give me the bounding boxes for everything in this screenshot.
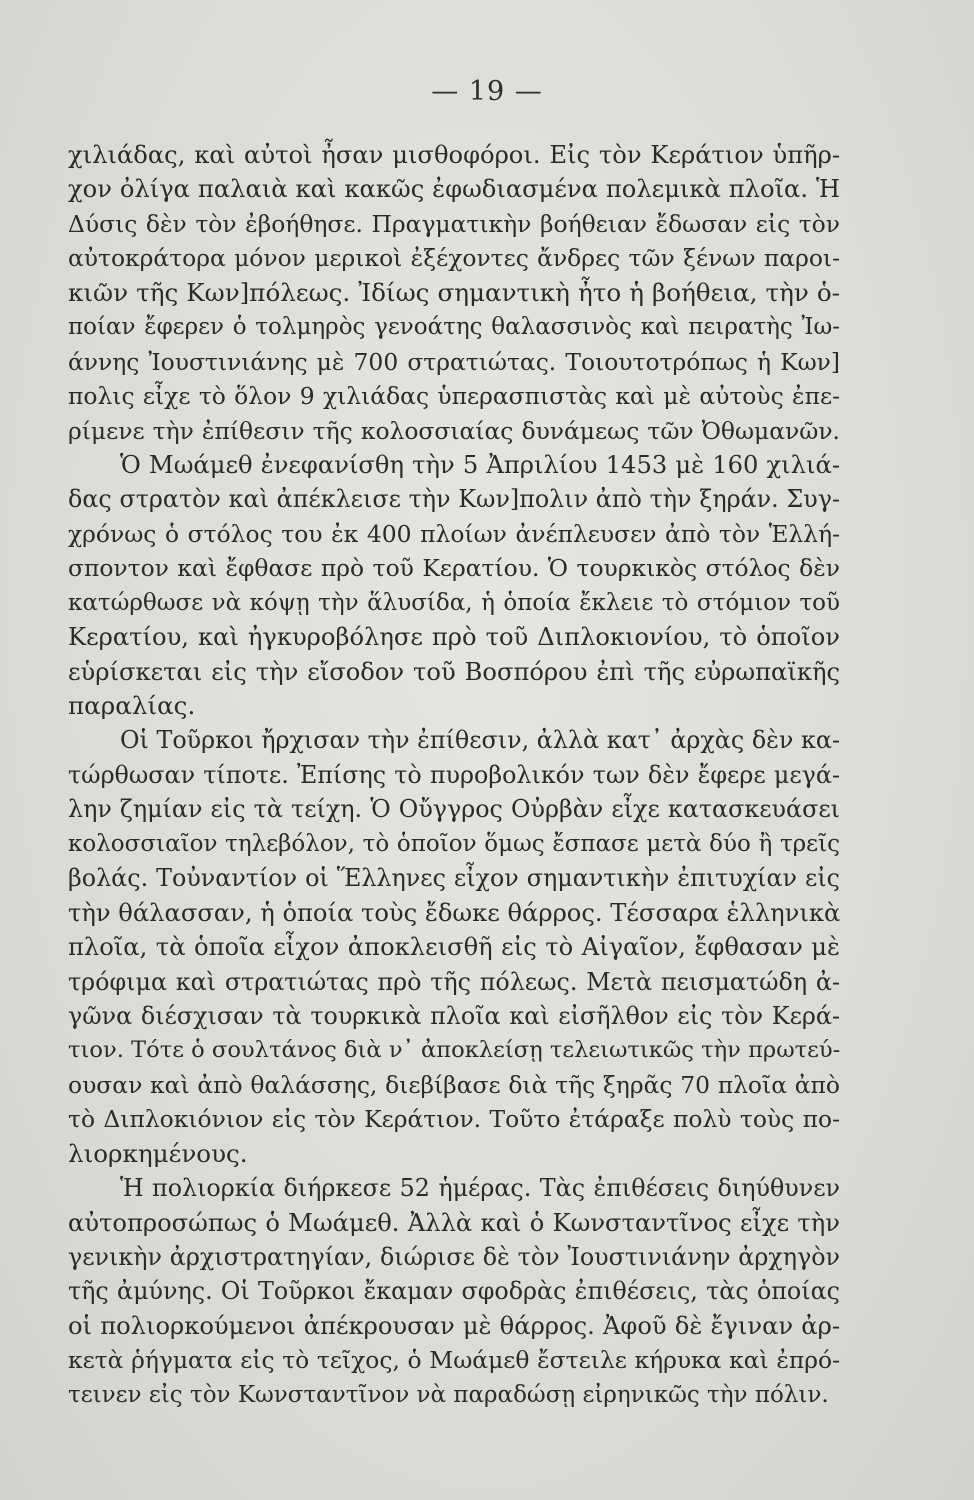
text-line: κιῶν τῆς Κων]πόλεως. Ἰδίως σημαντικὴ ἦτο ἡ βοήθεια, τὴν ὁ- <box>68 277 840 307</box>
text-line: Ὁ Μωάμεθ ἐνεφανίσθη τὴν 5 Ἀπριλίου 1453 μὲ 160 χιλιά- <box>120 450 840 479</box>
text-line: δας στρατὸν καὶ ἀπέκλεισε τὴν Κων]πολιν ἀπὸ τὴν ξηράν. Συγ- <box>68 485 840 514</box>
text-line: παραλίας. <box>68 691 196 720</box>
text-line: Οἱ Τοῦρκοι ἤρχισαν τὴν ἐπίθεσιν, ἀλλὰ κατ᾽ ἀρχὰς δὲν κα- <box>120 726 840 755</box>
text-line: ρίμενε τὴν ἐπίθεσιν τῆς κολοσσιαίας δυνάμεως τῶν Ὀθωμανῶν. <box>68 416 840 445</box>
text-line: Κερατίου, καὶ ἠγκυροβόλησε πρὸ τοῦ Διπλοκιονίου, τὸ ὁποῖον <box>68 623 840 652</box>
text-line: τῆς ἀμύνης. Οἱ Τοῦρκοι ἔκαμαν σφοδρὰς ἐπιθέσεις, τὰς ὁποίας <box>68 1277 840 1306</box>
text-line: Ἡ πολιορκία διήρκεσε 52 ἡμέρας. Τὰς ἐπιθέσεις διηύθυνεν <box>120 1174 840 1203</box>
text-line: πολις εἶχε τὸ ὅλον 9 χιλιάδας ὑπερασπιστὰς καὶ μὲ αὐτοὺς ἐπε- <box>68 382 840 411</box>
text-line: αὐτοκράτορα μόνον μερικοὶ ἐξέχοντες ἄνδρες τῶν ξένων παροι- <box>68 244 840 273</box>
text-line: αὐτοπροσώπως ὁ Μωάμεθ. Ἀλλὰ καὶ ὁ Κωνσταντῖνος εἶχε τὴν <box>68 1208 840 1237</box>
text-line: τρόφιμα καὶ στρατιώτας πρὸ τῆς πόλεως. Μετὰ πεισματώδη ἀ- <box>68 967 840 996</box>
text-line: κετὰ ῥήγματα εἰς τὸ τεῖχος, ὁ Μωάμεθ ἔστειλε κήρυκα καὶ ἐπρό- <box>68 1346 840 1375</box>
text-line: χιλιάδας, καὶ αὐτοὶ ἦσαν μισθοφόροι. Εἰς τὸν Κεράτιον ὑπῆρ- <box>68 141 840 169</box>
text-line: λην ζημίαν εἰς τὰ τείχη. Ὁ Οὔγγρος Οὐρβὰν εἶχε κατασκευάσει <box>68 795 840 824</box>
text-line: γενικὴν ἀρχιστρατηγίαν, διώρισε δὲ τὸν Ἰουστινιάνην ἀρχηγὸν <box>68 1243 840 1271</box>
text-line: τὸ Διπλοκιόνιον εἰς τὸν Κεράτιον. Τοῦτο ἐτάραξε πολὺ τοὺς πο- <box>68 1105 840 1134</box>
text-line: κολοσσιαῖον τηλεβόλον, τὸ ὁποῖον ὅμως ἔσπασε μετὰ δύο ἢ τρεῖς <box>68 830 840 857</box>
text-line: κατώρθωσε νὰ κόψῃ τὴν ἅλυσίδα, ἡ ὁποία ἔκλειε τὸ στόμιον τοῦ <box>68 589 840 616</box>
page-number: — 19 — <box>431 76 543 107</box>
text-line: πλοῖα, τὰ ὁποῖα εἶχον ἀποκλεισθῆ εἰς τὸ Αἰγαῖον, ἔφθασαν μὲ <box>68 933 840 962</box>
text-line: Δύσις δὲν τὸν ἐβοήθησε. Πραγματικὴν βοήθειαν ἔδωσαν εἰς τὸν <box>68 209 840 238</box>
text-line: τιον. Τότε ὁ σουλτάνος διὰ ν᾽ ἀποκλείσῃ τελειωτικῶς τὴν πρωτεύ- <box>68 1037 841 1064</box>
text-line: εὑρίσκεται εἰς τὴν εἴσοδον τοῦ Βοσπόρου ἐπὶ τῆς εὐρωπαϊκῆς <box>68 657 840 686</box>
text-line: ουσαν καὶ ἀπὸ θαλάσσης, διεβίβασε διὰ τῆς ξηρᾶς 70 πλοῖα ἀπὸ <box>68 1070 840 1099</box>
text-line: λιορκημένους. <box>68 1138 248 1168</box>
text-line: χον ὀλίγα παλαιὰ καὶ κακῶς ἐφωδιασμένα πολεμικὰ πλοῖα. Ἡ <box>68 175 840 204</box>
text-line: σποντον καὶ ἔφθασε πρὸ τοῦ Κερατίου. Ὁ τουρκικὸς στόλος δὲν <box>68 554 840 583</box>
text-line: τὴν θάλασσαν, ἡ ὁποία τοὺς ἔδωκε θάρρος. Τέσσαρα ἑλληνικὰ <box>68 898 841 927</box>
text-line: ποίαν ἔφερεν ὁ τολμηρὸς γενοάτης θαλασσινὸς καὶ πειρατὴς Ἰω- <box>68 314 840 341</box>
text-line: βολάς. Τοὐναντίον οἱ Ἕλληνες εἶχον σημαντικὴν ἐπιτυχίαν εἰς <box>68 864 840 893</box>
text-line: χρόνως ὁ στόλος του ἐκ 400 πλοίων ἀνέπλευσεν ἀπὸ τὸν Ἑλλή- <box>68 519 840 548</box>
text-line: οἱ πολιορκούμενοι ἀπέκρουσαν μὲ θάρρος. Ἀφοῦ δὲ ἔγιναν ἀρ- <box>68 1311 840 1340</box>
body-text <box>68 138 840 1412</box>
text-line: γῶνα διέσχισαν τὰ τουρκικὰ πλοῖα καὶ εἰσῆλθον εἰς τὸν Κερά- <box>68 1001 840 1030</box>
text-line: τεινεν εἰς τὸν Κωνσταντῖνον νὰ παραδώσῃ εἰρηνικῶς τὴν πόλιν. <box>68 1381 829 1408</box>
text-line: άννης Ἰουστινιάνης μὲ 700 στρατιώτας. Τοιουτοτρόπως ἡ Κων] <box>68 347 840 376</box>
text-line: τώρθωσαν τίποτε. Ἐπίσης τὸ πυροβολικόν των δὲν ἔφερε μεγά- <box>68 760 840 789</box>
